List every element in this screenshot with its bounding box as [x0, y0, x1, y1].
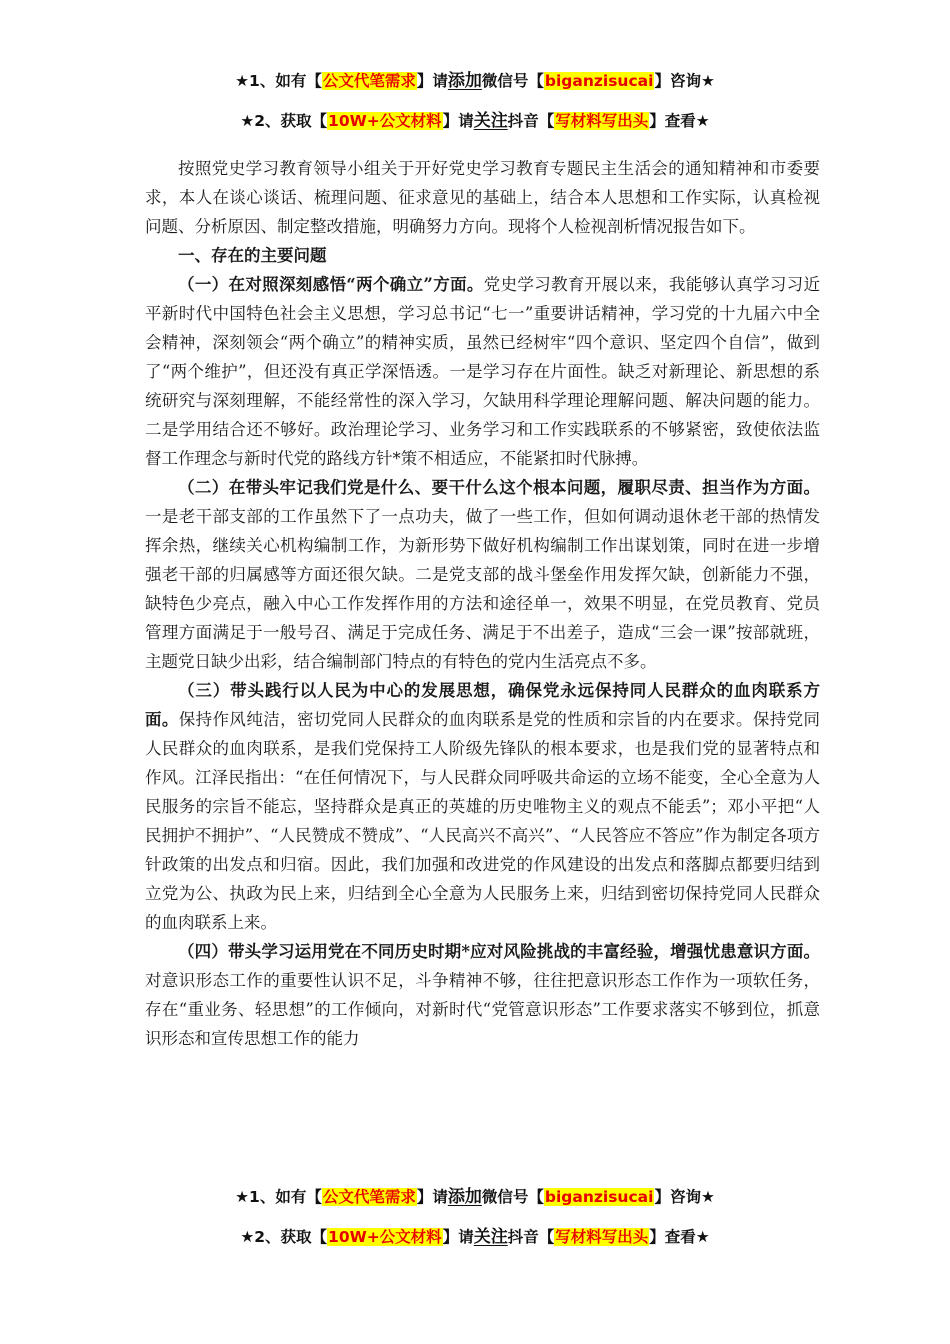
- highlight-wechat-id: biganzisucai: [544, 1188, 654, 1206]
- item-3-title: （三）带头践行以人民为中心的发展思想，确保党永远保持同人民群众的血肉联系方面。: [145, 681, 820, 729]
- highlight-service: 公文代笔需求: [322, 1188, 416, 1206]
- item-4-title: （四）带头学习运用党在不同历史时期*应对风险挑战的丰富经验，增强忧患意识方面。: [178, 942, 820, 961]
- section-heading: 一、存在的主要问题: [178, 246, 327, 265]
- footer-promo-line-1: ★1、如有【公文代笔需求】请添加微信号【biganzisucai】咨询★: [235, 1187, 715, 1207]
- item-2: [145, 473, 820, 676]
- header-promo-line-2: ★2、获取【10W+公文材料】请关注抖音【写材料写出头】查看★: [240, 111, 710, 131]
- highlight-materials: 10W+公文材料: [328, 112, 442, 130]
- document-body: [145, 154, 820, 1053]
- item-4-body: 对意识形态工作的重要性认识不足，斗争精神不够，往往把意识形态工作作为一项软任务，存在“重业务、轻思想”的工作倾向，对新时代“党管意识形态”工作要求落实不够到位，抓意识形态和宣传思想工作的能力: [145, 971, 820, 1048]
- header-promo-line-1: ★1、如有【公文代笔需求】请添加微信号【biganzisucai】咨询★: [235, 71, 715, 91]
- highlight-wechat-id: biganzisucai: [544, 72, 654, 90]
- highlight-materials: 10W+公文材料: [328, 1228, 442, 1246]
- highlight-douyin: 写材料写出头: [555, 1228, 649, 1246]
- item-3: [145, 676, 820, 937]
- highlight-service: 公文代笔需求: [322, 72, 416, 90]
- item-1-body: 党史学习教育开展以来，我能够认真学习习近平新时代中国特色社会主义思想，学习总书记“七一”重要讲话精神，学习党的十九届六中全会精神，深刻领会“两个确立”的精神实质，虽然已经树牢“四个意识、坚定四个自信”，做到了“两个维护”，但还没有真正学深悟透。一是学习存在片面性。缺乏对新理论、新思想的系统研究与深刻理解，不能经常性的深入学习，欠缺用科学理论理解问题、解决问题的能力。二是学用结合还不够好。政治理论学习、业务学习和工作实践联系的不够紧密，致使依法监督工作理念与新时代党的路线方针*策不相适应，不能紧扣时代脉搏。: [145, 275, 821, 468]
- highlight-douyin: 写材料写出头: [555, 112, 649, 130]
- item-3-body: 保持作风纯洁，密切党同人民群众的血肉联系是党的性质和宗旨的内在要求。保持党同人民群众的血肉联系，是我们党保持工人阶级先锋队的根本要求，也是我们党的显著特点和作风。江泽民指出：“在任何情况下，与人民群众同呼吸共命运的立场不能变，全心全意为人民服务的宗旨不能忘，坚持群众是真正的英雄的历史唯物主义的观点不能丢”；邓小平把“人民拥护不拥护”、“人民赞成不赞成”、“人民高兴不高兴”、“人民答应不答应”作为制定各项方针政策的出发点和归宿。因此，我们加强和改进党的作风建设的出发点和落脚点都要归结到立党为公、执政为民上来，归结到全心全意为人民服务上来，归结到密切保持党同人民群众的血肉联系上来。: [145, 710, 821, 932]
- footer-promo-line-2: ★2、获取【10W+公文材料】请关注抖音【写材料写出头】查看★: [240, 1227, 710, 1247]
- intro-paragraph: 按照党史学习教育领导小组关于开好党史学习教育专题民主生活会的通知精神和市委要求，本人在谈心谈话、梳理问题、征求意见的基础上，结合本人思想和工作实际，认真检视问题、分析原因、制定整改措施，明确努力方向。现将个人检视剖析情况报告如下。: [145, 159, 820, 236]
- item-4: [145, 937, 820, 1053]
- item-1: [145, 270, 820, 473]
- item-2-body: 一是老干部支部的工作虽然下了一点功夫，做了一些工作，但如何调动退休老干部的热情发挥余热，继续关心机构编制工作，为新形势下做好机构编制工作出谋划策，同时在进一步增强老干部的归属感等方面还很欠缺。二是党支部的战斗堡垒作用发挥欠缺，创新能力不强，缺特色少亮点，融入中心工作发挥作用的方法和途径单一，效果不明显，在党员教育、党员管理方面满足于一般号召、满足于完成任务、满足于不出差子，造成“三会一课”按部就班，主题党日缺少出彩，结合编制部门特点的有特色的党内生活亮点不多。: [145, 507, 820, 671]
- item-2-title: （二）在带头牢记我们党是什么、要干什么这个根本问题，履职尽责、担当作为方面。: [178, 478, 820, 497]
- item-1-title: （一）在对照深刻感悟“两个确立”方面。: [178, 275, 484, 294]
